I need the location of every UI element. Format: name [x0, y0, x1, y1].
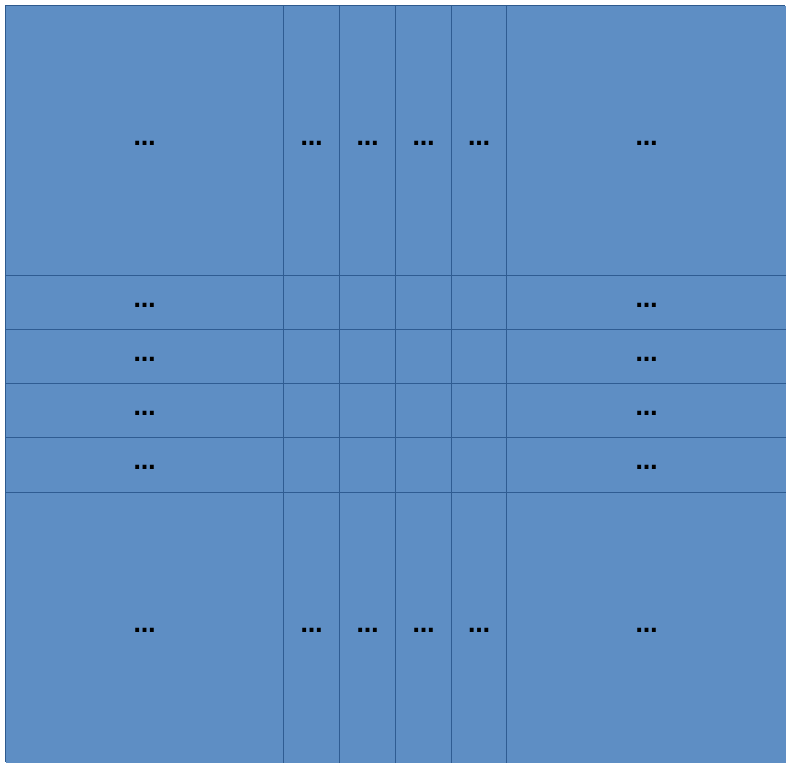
matrix-cell-label: … [468, 613, 490, 638]
matrix-cell-r2-c1 [284, 330, 340, 384]
matrix-cell-label: … [635, 341, 658, 367]
matrix-cell-r1-c2 [340, 276, 396, 330]
matrix-cell-r2-c5 [507, 330, 786, 384]
matrix-cell-label: … [468, 125, 490, 151]
matrix-cell-label: … [635, 395, 658, 421]
matrix-cell-r4-c0 [6, 438, 284, 493]
matrix-cell-r0-c0 [6, 6, 284, 276]
matrix-cell-label: … [635, 287, 658, 313]
matrix-cell-r4-c2 [340, 438, 396, 493]
matrix-cell-label: … [133, 450, 156, 475]
matrix-cell-r5-c0 [6, 493, 284, 763]
matrix-cell-r4-c1 [284, 438, 340, 493]
matrix-cell-r5-c3 [396, 493, 452, 763]
matrix-cell-r3-c1 [284, 384, 340, 438]
matrix-cell-r1-c1 [284, 276, 340, 330]
matrix-cell-r0-c3 [396, 6, 452, 276]
matrix-cell-r1-c0 [6, 276, 284, 330]
matrix-cell-r2-c4 [452, 330, 507, 384]
matrix-cell-r5-c4 [452, 493, 507, 763]
matrix-cell-r1-c3 [396, 276, 452, 330]
matrix-cell-r3-c3 [396, 384, 452, 438]
matrix-cell-r2-c3 [396, 330, 452, 384]
matrix-cell-r3-c4 [452, 384, 507, 438]
matrix-cell-label: … [300, 125, 323, 151]
matrix-cell-label: … [133, 395, 156, 421]
matrix-cell-label: … [133, 287, 156, 313]
matrix-cell-label: … [635, 613, 658, 638]
matrix-cell-r0-c5 [507, 6, 786, 276]
matrix-cell-label: … [635, 450, 658, 475]
matrix-cell-r1-c4 [452, 276, 507, 330]
matrix-cell-r0-c2 [340, 6, 396, 276]
matrix-cell-label: … [300, 613, 323, 638]
matrix-cell-r1-c5 [507, 276, 786, 330]
matrix-cell-r4-c5 [507, 438, 786, 493]
matrix-cell-r3-c2 [340, 384, 396, 438]
matrix-cell-r5-c1 [284, 493, 340, 763]
matrix-cell-r5-c5 [507, 493, 786, 763]
matrix-cell-r2-c2 [340, 330, 396, 384]
matrix-cell-r3-c0 [6, 384, 284, 438]
matrix-cell-r2-c0 [6, 330, 284, 384]
matrix-cell-label: … [133, 341, 156, 367]
matrix-cell-label: … [356, 125, 379, 151]
matrix-cell-r5-c2 [340, 493, 396, 763]
matrix-cell-label: … [133, 613, 156, 638]
matrix-cell-label: … [635, 125, 658, 151]
matrix-cell-r4-c4 [452, 438, 507, 493]
matrix-cell-label: … [133, 125, 156, 151]
matrix-cell-label: … [412, 613, 435, 638]
matrix-cell-r3-c5 [507, 384, 786, 438]
matrix-cell-label: … [356, 613, 379, 638]
matrix-cell-r4-c3 [396, 438, 452, 493]
matrix-cell-r0-c1 [284, 6, 340, 276]
matrix-grid [5, 5, 785, 762]
matrix-cell-label: … [412, 125, 435, 151]
matrix-cell-r0-c4 [452, 6, 507, 276]
